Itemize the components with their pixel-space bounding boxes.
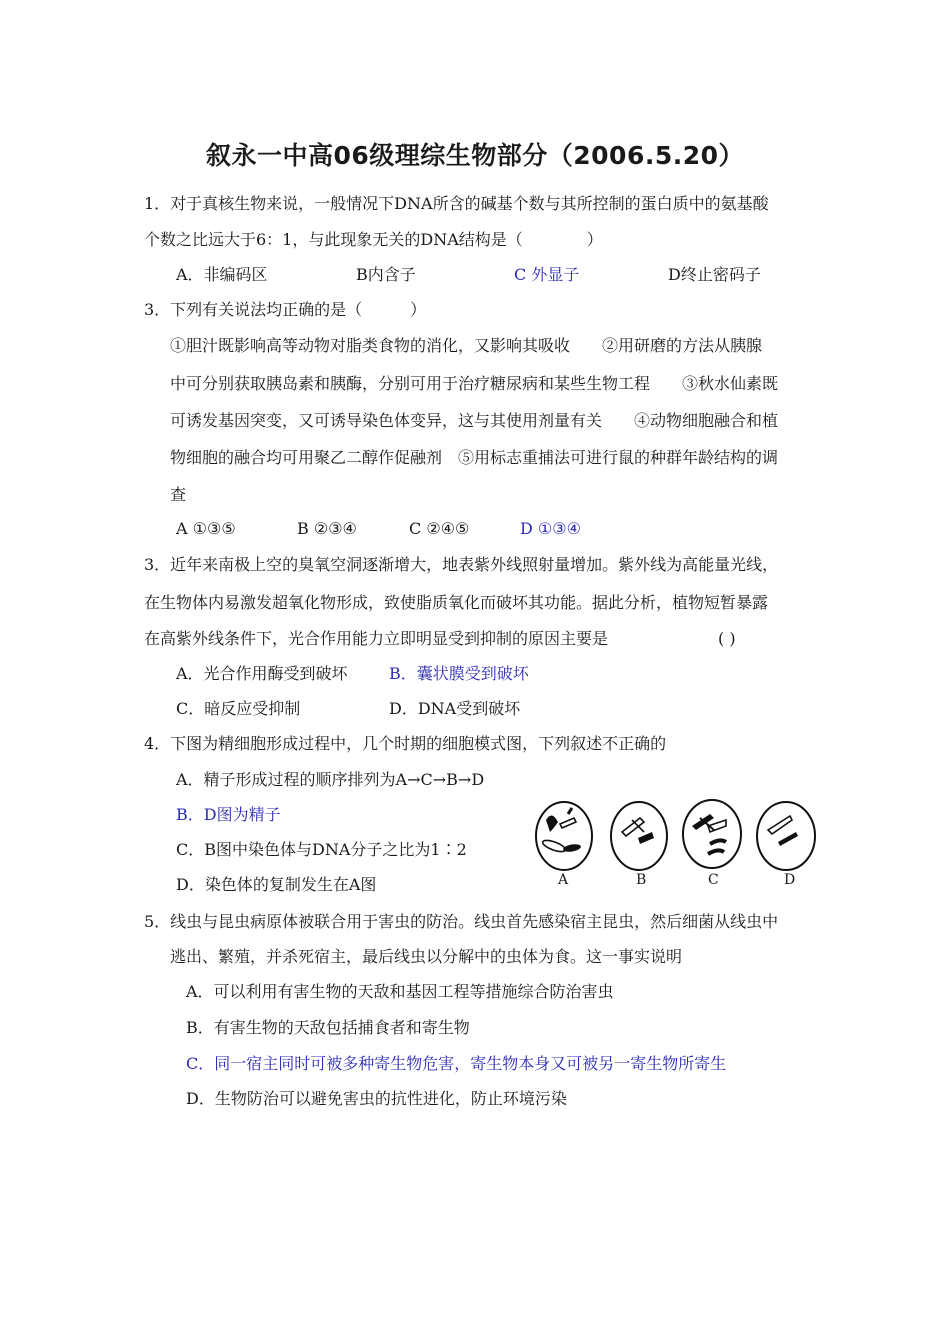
cell-label-a: A xyxy=(558,872,569,888)
q3-option-d: D．DNA受到破坏 xyxy=(389,699,521,718)
q2-body-line4: 物细胞的融合均可用聚乙二醇作促融剂 ⑤用标志重捕法可进行鼠的种群年龄结构的调 xyxy=(170,448,779,467)
q1-stem-line2: 个数之比远大于6：1，与此现象无关的DNA结构是（ ） xyxy=(144,230,603,249)
q4-option-c: C．B图中染色体与DNA分子之比为1∶2 xyxy=(176,840,467,859)
q3-stem-line2: 在生物体内易激发超氧化物形成，致使脂质氧化而破坏其功能。据此分析，植物短暂暴露 xyxy=(144,593,769,612)
q4-option-a: A．精子形成过程的顺序排列为A→C→B→D xyxy=(176,770,485,789)
q3-stem-line3: 在高紫外线条件下，光合作用能力立即明显受到抑制的原因主要是 xyxy=(144,629,609,648)
q2-option-d-answer: D ①③④ xyxy=(520,519,581,538)
q3-answer-paren: ( ) xyxy=(718,629,736,648)
q5-option-a: A．可以利用有害生物的天敌和基因工程等措施综合防治害虫 xyxy=(186,982,614,1001)
q3-option-c: C．暗反应受抑制 xyxy=(176,699,301,718)
cell-d xyxy=(757,802,815,870)
q2-body-line2: 中可分别获取胰岛素和胰酶，分别可用于治疗糖尿病和某些生物工程 ③秋水仙素既 xyxy=(170,374,779,393)
page-title: 叙永一中高06级理综生物部分（2006.5.20） xyxy=(205,141,745,170)
q2-body-line3: 可诱发基因突变，又可诱导染色体变异，这与其使用剂量有关 ④动物细胞融合和植 xyxy=(170,411,779,430)
cell-label-d: D xyxy=(784,872,796,888)
q4-stem: 4．下图为精细胞形成过程中，几个时期的细胞模式图，下列叙述不正确的 xyxy=(144,734,667,753)
q5-stem-line2: 逃出、繁殖，并杀死宿主，最后线虫以分解中的虫体为食。这一事实说明 xyxy=(170,947,683,966)
q1-stem-line1: 1．对于真核生物来说，一般情况下DNA所含的碱基个数与其所控制的蛋白质中的氨基酸 xyxy=(144,194,769,213)
q2-body-line5: 查 xyxy=(170,485,187,504)
q5-option-c-answer: C．同一宿主同时可被多种寄生物危害，寄生物本身又可被另一寄生物所寄生 xyxy=(186,1054,727,1073)
q4-option-d: D．染色体的复制发生在A图 xyxy=(176,875,377,894)
q1-option-d: D终止密码子 xyxy=(668,265,761,284)
cell-c xyxy=(683,800,741,868)
q3-option-a: A．光合作用酶受到破坏 xyxy=(176,664,348,683)
q1-option-b: B内含子 xyxy=(356,265,416,284)
cell-label-c: C xyxy=(708,872,719,888)
cell-label-b: B xyxy=(636,872,647,888)
q2-option-c: C ②④⑤ xyxy=(409,519,470,538)
q3-option-b-answer: B．囊状膜受到破坏 xyxy=(389,664,529,683)
q3-stem-line1: 3．近年来南极上空的臭氧空洞逐渐增大，地表紫外线照射量增加。紫外线为高能量光线， xyxy=(144,555,779,574)
q2-body-line1: ①胆汁既影响高等动物对脂类食物的消化，又影响其吸收 ②用研磨的方法从胰腺 xyxy=(170,336,763,355)
cell-diagram-svg xyxy=(528,796,823,892)
q1-option-a: A．非编码区 xyxy=(176,265,268,284)
q2-option-a: A ①③⑤ xyxy=(176,519,236,538)
cell-a xyxy=(536,802,592,870)
q5-stem-line1: 5．线虫与昆虫病原体被联合用于害虫的防治。线虫首先感染宿主昆虫，然后细菌从线虫中 xyxy=(144,912,779,931)
q5-option-d: D．生物防治可以避免害虫的抗性进化，防止环境污染 xyxy=(186,1089,567,1108)
spermatogenesis-cell-figure xyxy=(528,796,823,892)
q1-option-c-answer: C 外显子 xyxy=(514,265,580,284)
q5-option-b: B．有害生物的天敌包括捕食者和寄生物 xyxy=(186,1018,470,1037)
q2-option-b: B ②③④ xyxy=(297,519,357,538)
q4-option-b-answer: B．D图为精子 xyxy=(176,805,281,824)
q2-stem: 3．下列有关说法均正确的是（ ） xyxy=(144,300,427,319)
cell-b xyxy=(611,802,667,870)
